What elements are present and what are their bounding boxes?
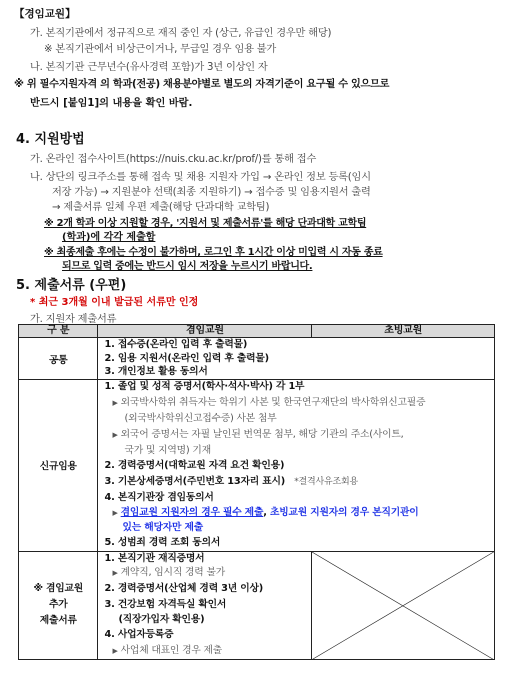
list-item: 2. 임용 지원서(온라인 입력 후 출력물) (104, 352, 269, 364)
list-item: 4. 본직기관장 겸임동의서 (104, 491, 214, 503)
header-category: 구 분 (19, 325, 98, 338)
adjunct-item-ga-note: ※ 본직기관에서 비상근이거나, 무급일 경우 임용 불가 (44, 44, 277, 55)
list-subitem: ▶ 계약직, 임시직 경력 불가 (112, 567, 225, 579)
apply-item-na-2: 저장 가능) → 지원분야 선택(최종 지원하기) → 접수증 및 임용지원서 출력 (52, 187, 371, 198)
extra-label-2: 추가 (48, 599, 68, 611)
visiting-extra-cell-crossed (312, 551, 495, 660)
list-item: 1. 접수증(온라인 입력 후 출력물) (104, 339, 248, 350)
list-item: 3. 기본상세증명서(주민번호 13자리 표시) *결격사유조회용 (104, 475, 358, 487)
list-item: 2. 경력증명서(대학교원 자격 요건 확인용) (104, 459, 285, 471)
list-subitem: 있는 해당자만 제출 (122, 521, 204, 533)
common-docs-cell (98, 338, 495, 380)
recent-docs-notice: * 최근 3개월 이내 발급된 서류만 인정 (30, 297, 199, 308)
list-subitem: (직장가입자 확인용) (118, 614, 205, 626)
list-subitem: ▶ 사업체 대표인 경우 제출 (112, 645, 223, 657)
apply-item-na-3: → 제출서류 일체 우편 제출(해당 단과대학 교학팀) (52, 202, 270, 213)
apply-item-ga: 가. 온라인 접수사이트(https://nuis.cku.ac.kr/prof/)를 통해 접수 (30, 154, 317, 165)
section-5-title: 5. 제출서류 (우편) (16, 278, 127, 293)
list-item: 5. 성범죄 경력 조회 동의서 (104, 536, 221, 548)
header-visiting: 초빙교원 (312, 325, 495, 338)
table-row-new-hire (19, 380, 495, 552)
submit-item-ga: 가. 지원자 제출서류 (30, 314, 117, 325)
apply-note-2a: ※ 최종제출 후에는 수정이 불가하며, 로그인 후 1시간 이상 미입력 시 자동 종료 (44, 247, 383, 258)
table-header-row (19, 325, 495, 338)
l3-note: *결격사유조회용 (294, 476, 358, 487)
category-extra (19, 551, 98, 660)
apply-note-1a: ※ 2개 학과 이상 지원할 경우, '지원서 및 제출서류'를 해당 단과대학 교학팀 (44, 218, 367, 229)
list-subitem: ▶ 겸임교원 지원자의 경우 필수 제출, 초빙교원 지원자의 경우 본직기관이 (112, 506, 419, 518)
extra-label-3: 제출서류 (39, 615, 77, 627)
triangle-bullet-icon: ▶ (112, 569, 118, 578)
list-subitem: ▶ 외국박사학위 취득자는 학위기 사본 및 한국연구재단의 박사학위신고필증 (112, 396, 426, 408)
extra-label-1: ※ 겸임교원 (33, 583, 84, 595)
apply-note-2b: 되므로 입력 중에는 반드시 임시 저장을 누르시기 바랍니다. (62, 261, 313, 272)
triangle-bullet-icon: ▶ (112, 430, 118, 439)
list-item: 3. 개인정보 활용 동의서 (104, 366, 208, 378)
category-new-hire: 신규임용 (19, 380, 98, 552)
section-4-title: 4. 지원방법 (16, 132, 85, 147)
list-item: 4. 사업자등록증 (104, 629, 174, 641)
triangle-bullet-icon: ▶ (112, 647, 118, 656)
list-item: 3. 건강보험 자격득실 확인서 (104, 599, 227, 611)
table-row-common (19, 338, 495, 380)
list-subitem: ▶ 외국어 증명서는 자필 날인된 번역문 첨부, 해당 기관의 주소(사이트, (112, 428, 404, 440)
extra-docs-cell (98, 551, 312, 660)
list-subitem: 국가 및 지역명) 기재 (124, 444, 211, 456)
table-row-extra (19, 551, 495, 660)
list-item: 2. 경력증명서(산업체 경력 3년 이상) (104, 583, 264, 595)
new-hire-docs-cell (98, 380, 495, 552)
category-common: 공통 (19, 338, 98, 380)
adjunct-warning-line1: ※ 위 필수지원자격 의 학과(전공) 채용분야별로 별도의 자격기준이 요구될 수 있으므로 (14, 79, 390, 90)
list-subitem: (외국박사학위신고접수증) 사본 첨부 (124, 412, 277, 424)
cross-out-icon (312, 552, 494, 660)
adjunct-item-ga: 가. 본직기관에서 정규직으로 재직 중인 자 (상근, 유급인 경우만 해당) (30, 28, 332, 39)
triangle-bullet-icon: ▶ (112, 508, 118, 517)
documents-table (18, 324, 495, 660)
triangle-bullet-icon: ▶ (112, 398, 118, 407)
adjunct-warning-line2: 반드시 [붙임1]의 내용을 확인 바람. (30, 98, 193, 109)
list-item: 1. 졸업 및 성적 증명서(학사·석사·박사) 각 1부 (104, 381, 305, 392)
apply-item-na-1: 나. 상단의 링크주소를 통해 접속 및 채용 지원자 가입 → 온라인 정보 등록(임시 (30, 172, 371, 183)
list-item: 1. 본직기관 재직증명서 (104, 552, 205, 564)
section-title-adjunct: 【경임교원】 (14, 8, 76, 20)
apply-note-1b: (학과)에 각각 제출함 (62, 232, 156, 243)
adjunct-item-na: 나. 본직기관 근무년수(유사경력 포함)가 3년 이상인 자 (30, 62, 268, 73)
header-adjunct: 겸임교원 (98, 325, 312, 338)
